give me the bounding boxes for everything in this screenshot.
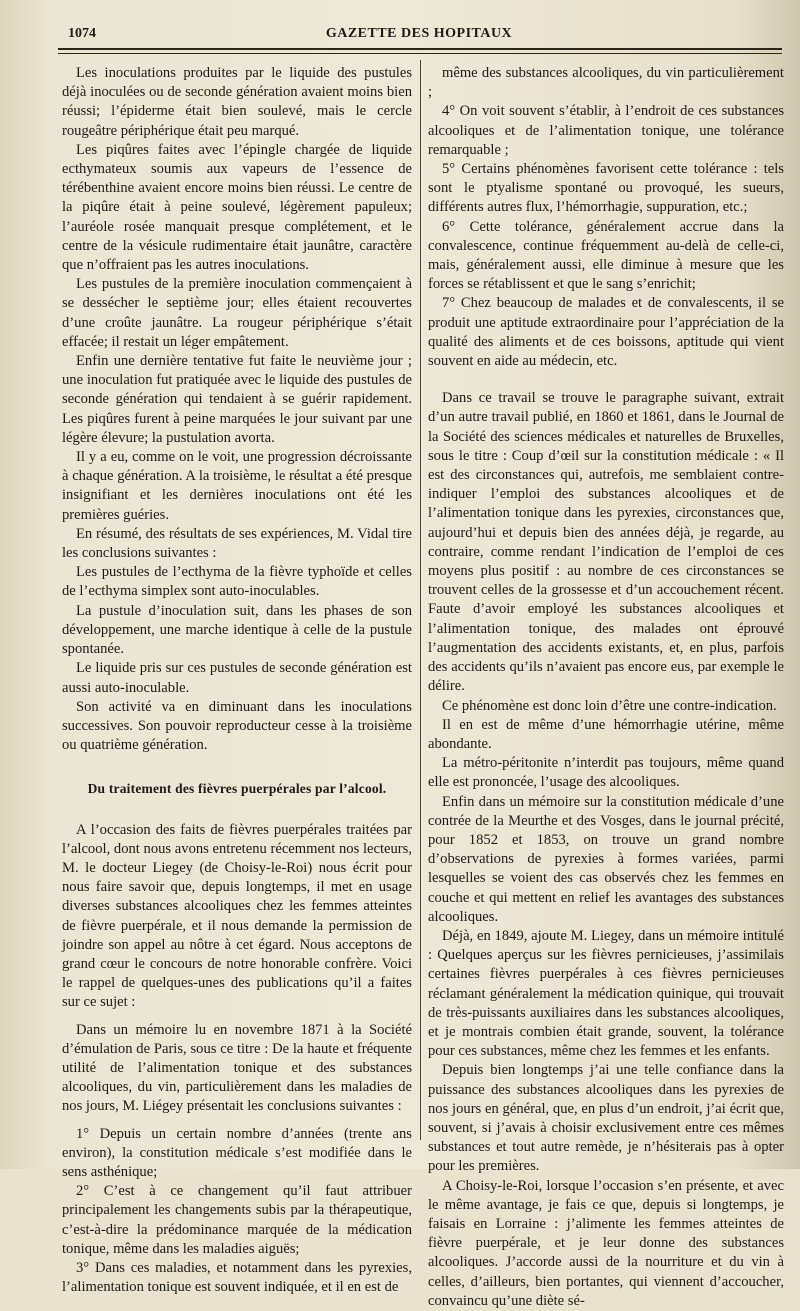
paragraph: Dans ce travail se trouve le paragraphe suivant, extrait d’un autre travail publié, en 1860 et 1861, dans le Journal de la Société des sciences médicales et naturelles de Bruxelles, sous le titre : Coup d’œil sur la constitution médicale : « Il est des circonstances qui, autrefois, me semblaient contre-indiquer l’emploi des substances alcooliques et de l’alimentation tonique dans les pyrexies, circonstances que, aujourd’hui et depuis bien des années déjà, je regarde, au contraire, comme rendant l’indication de l’emploi de ces moyens plus positif : au nombre de ces circonstances se trouvent celles de la grossesse et d’un accouchement récent. Faute d’avoir employé les substances alcooliques et l’alimentation tonique, des malades ont éprouvé l’augmentation des accidents existants, et, en plus, parfois des accidents qu’ils n’avaient pas encore eus, par exemple le délire.	[428, 390, 784, 695]
page-number: 1074	[68, 26, 96, 41]
paragraph: Son activité va en diminuant dans les inoculations successives. Son pouvoir reproducteur cesse à la troisième ou quatrième génération.	[62, 698, 412, 754]
paragraph: Depuis bien longtemps j’ai une telle confiance dans la puissance des substances alcooliques dans les pyrexies de nos jours en général, que, en plus d’un endroit, j’ai écrit que, souvent, si j’avais à choisir exclusivement entre ces mêmes substances et tout autre remède, je n’hésiterais pas à opter pour les premières.	[428, 1062, 784, 1175]
header-rule-thick	[58, 48, 782, 50]
paragraph: En résumé, des résultats de ses expériences, M. Vidal tire les conclusions suivantes :	[62, 525, 412, 562]
paragraph: Déjà, en 1849, ajoute M. Liegey, dans un mémoire intitulé : Quelques aperçus sur les fièvres pernicieuses, j’assimilais certaines fièvres puerpérales à ces fièvres pernicieuses réclamant généralement la médication quinique, qui trouvait de très-puissants auxiliaires dans les substances alcooliques, et je montrais combien était grande, souvent, la tolérance pour ces substances, même chez les femmes et les enfants.	[428, 927, 784, 1060]
header-rule-thin	[58, 53, 782, 54]
paragraph: 7° Chez beaucoup de malades et de convalescents, il se produit une aptitude extraordinaire pour l’appréciation de la qualité des aliments et de ces boissons, aptitude qui vient souvent en aide au médecin, etc.	[428, 295, 784, 370]
paragraph: Il y a eu, comme on le voit, une progression décroissante à chaque génération. A la troisième, le résultat a été presque insignifiant et les dernières inoculations ont été les premières guéries.	[62, 449, 412, 523]
paragraph: Le liquide pris sur ces pustules de seconde génération est aussi auto-inoculable.	[62, 660, 412, 696]
paragraph: 4° On voit souvent s’établir, à l’endroit de ces substances alcooliques et de l’alimentation tonique, une tolérance remarquable ;	[428, 103, 784, 158]
paragraph: Dans un mémoire lu en novembre 1871 à la Société d’émulation de Paris, sous ce titre : De la haute et fréquente utilité de l’alimentation tonique et des substances alcooliques, du vin, particulièrement dans les maladies de nos jours, M. Liégey présentait les conclusions suivantes :	[62, 1021, 412, 1115]
paragraph: Les piqûres faites avec l’épingle chargée de liquide ecthymateux soumis aux vapeurs de l’essence de térébenthine avaient encore moins bien réussi. Le centre de la piqûre était à peine soulevé, légèrement papuleux; l’auréole rosée manquait presque complétement, et le centre de la vésicule rudimentaire était jaunâtre, caractère que n’offraient pas les autres inoculations.	[62, 141, 412, 274]
paragraph: Les inoculations produites par le liquide des pustules déjà inoculées ou de seconde génération avaient moins bien réussi; l’épiderme était bien soulevé, mais le cercle rougeâtre périphérique était peu marqué.	[62, 65, 412, 139]
paragraph: 1° Depuis un certain nombre d’années (trente ans environ), la constitution médicale s’est modifiée dans le sens asthénique;	[62, 1125, 412, 1180]
column-divider	[420, 60, 421, 1140]
paragraph: même des substances alcooliques, du vin particulièrement ;	[428, 65, 784, 101]
paragraph: Ce phénomène est donc loin d’être une contre-indication.	[442, 697, 777, 714]
paragraph: Les pustules de la première inoculation commençaient à se dessécher le septième jour; elles étaient recouvertes d’une croûte jaunâtre. La rougeur périphérique s’était effacée; il restait un léger empâtement.	[62, 276, 412, 350]
right-column	[428, 64, 784, 1311]
paragraph: 5° Certains phénomènes favorisent cette tolérance : tels sont le ptyalisme spontané ou provoqué, les sueurs, différents autres flux, l’hémorrhagie, suppuration, etc.;	[428, 161, 784, 216]
journal-title: GAZETTE DES HOPITAUX	[325, 26, 513, 41]
paragraph: La métro-péritonite n’interdit pas toujours, même quand elle est prononcée, l’usage des alcooliques.	[428, 755, 784, 791]
left-column	[62, 64, 412, 1297]
paragraph: La pustule d’inoculation suit, dans les phases de son développement, une marche identique à celle de la pustule spontanée.	[62, 602, 412, 658]
paragraph: Enfin une dernière tentative fut faite le neuvième jour ; une inoculation fut pratiquée avec le liquide des pustules de seconde génération qui tendaient à se guérir rapidement. Les piqûres furent à peine marquées le jour suivant par une légère élevure; la pustulation avorta.	[62, 353, 412, 446]
paragraph: 3° Dans ces maladies, et notamment dans les pyrexies, l’alimentation tonique est souvent indiquée, et il en est de	[62, 1259, 412, 1296]
paragraph: A l’occasion des faits de fièvres puerpérales traitées par l’alcool, dont nous avons entretenu récemment nos lecteurs, M. le docteur Liegey (de Choisy-le-Roi) nous écrit pour nous faire savoir que, depuis longtemps, il met en usage diverses substances alcooliques chez les femmes atteintes de fièvre puerpérale, et il nous demande la permission de joindre son appel au nôtre à cet égard. Nous acceptons de grand cœur le concours de notre honorable confrère. Voici le rappel de quelques-unes des publications qu’il a faites sur ce sujet :	[62, 821, 412, 1011]
page-header	[58, 22, 780, 44]
paragraph: 6° Cette tolérance, généralement accrue dans la convalescence, continue fréquemment au-delà de celle-ci, mais, généralement aussi, elle diminue à mesure que les forces se rétablissent et que le sang s’enrichit;	[428, 218, 784, 293]
paragraph: 2° C’est à ce changement qu’il faut attribuer principalement les changements subis par la thérapeutique, c’est-à-dire la prédominance marquée de la médication tonique, même dans les maladies aiguës;	[62, 1183, 412, 1257]
paragraph-gap	[428, 371, 784, 389]
paragraph: Les pustules de l’ecthyma de la fièvre typhoïde et celles de l’ecthyma simplex sont auto-inoculables.	[62, 564, 412, 600]
section-heading: Du traitement des fièvres puerpérales par l’alcool.	[87, 781, 387, 797]
paragraph: A Choisy-le-Roi, lorsque l’occasion s’en présente, et avec le même avantage, je fais ce que, depuis si longtemps, je faisais en Lorraine : j’alimente les femmes atteintes de fièvre puerpérale, et je leur donne des substances alcooliques. J’accorde aussi de la nourriture et du vin à celles, d’ailleurs, bien portantes, qui viennent d’accoucher, convaincu qu’une diète sé-	[428, 1177, 784, 1309]
paragraph: Enfin dans un mémoire sur la constitution médicale d’une contrée de la Meurthe et des Vosges, dans le journal précité, pour 1852 et 1853, on trouve un grand nombre d’observations de pyrexies à formes variées, parmi lesquelles se voient des cas observés chez les femmes en couche et qui mettent en relief les avantages des substances alcooliques.	[428, 793, 784, 925]
paragraph: Il en est de même d’une hémorrhagie utérine, même abondante.	[428, 716, 784, 752]
